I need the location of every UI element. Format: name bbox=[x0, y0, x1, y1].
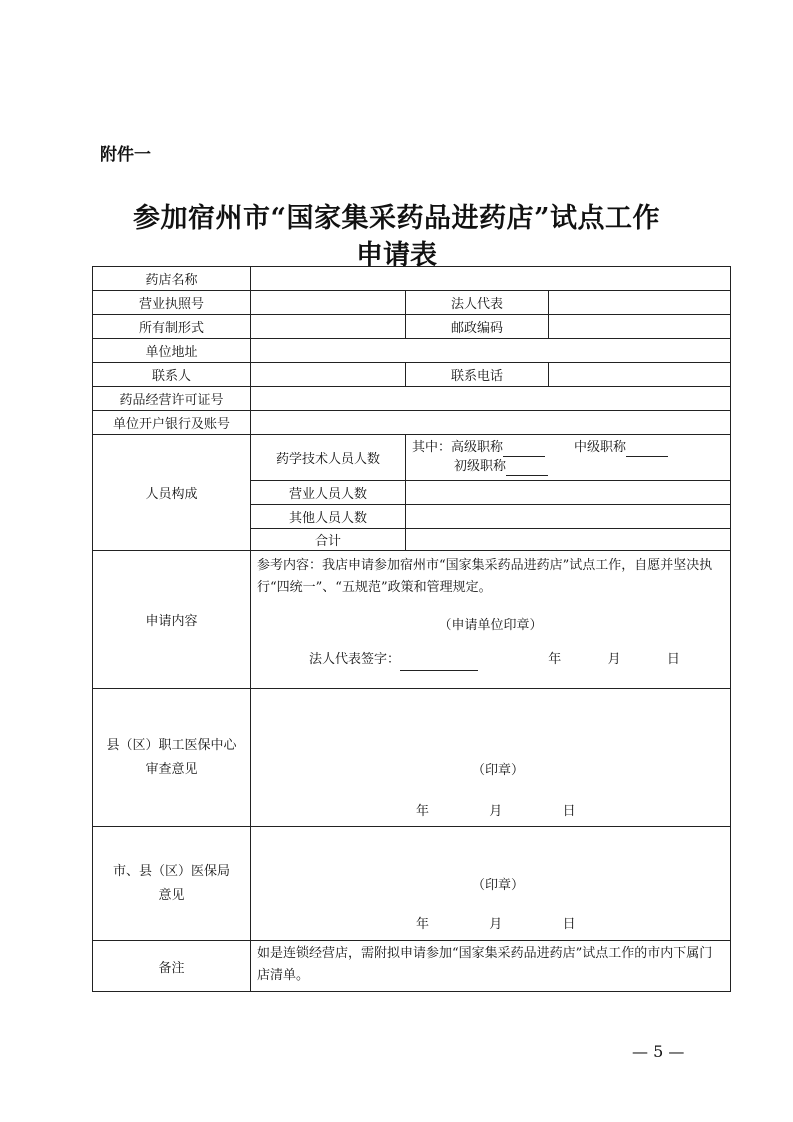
label-address: 单位地址 bbox=[93, 339, 251, 363]
signature-blank[interactable] bbox=[400, 656, 478, 671]
label-senior-title: 其中：高级职称 bbox=[412, 440, 504, 455]
field-title-breakdown[interactable] bbox=[406, 435, 731, 481]
label-sales-staff-count: 营业人员人数 bbox=[251, 481, 406, 505]
label-county-review bbox=[93, 689, 251, 827]
row-staff-pharm-tech bbox=[93, 435, 731, 481]
field-bank-account[interactable] bbox=[251, 411, 731, 435]
label-total: 合计 bbox=[251, 529, 406, 551]
field-postal-code[interactable] bbox=[549, 315, 731, 339]
city-review-seal: （印章） bbox=[472, 878, 525, 893]
row-county-review bbox=[93, 689, 731, 827]
field-business-license[interactable] bbox=[251, 291, 406, 315]
county-review-year: 年 bbox=[416, 804, 430, 819]
row-remarks bbox=[93, 941, 731, 992]
field-drug-license[interactable] bbox=[251, 387, 731, 411]
county-review-month: 月 bbox=[489, 804, 503, 819]
row-address bbox=[93, 339, 731, 363]
row-bank-account bbox=[93, 411, 731, 435]
field-city-review[interactable] bbox=[251, 827, 731, 941]
field-sales-staff-count[interactable] bbox=[406, 481, 731, 505]
row-city-review bbox=[93, 827, 731, 941]
label-mid-title: 中级职称 bbox=[573, 440, 626, 455]
field-county-review[interactable] bbox=[251, 689, 731, 827]
label-contact: 联系人 bbox=[93, 363, 251, 387]
field-contact-phone[interactable] bbox=[549, 363, 731, 387]
label-application-content: 申请内容 bbox=[93, 551, 251, 689]
city-review-year: 年 bbox=[416, 917, 430, 932]
city-review-day: 日 bbox=[562, 917, 576, 932]
row-pharmacy-name bbox=[93, 267, 731, 291]
form-title-line2: 申请表 bbox=[356, 240, 437, 271]
page-number: — 5 — bbox=[632, 1042, 685, 1061]
field-total[interactable] bbox=[406, 529, 731, 551]
application-year: 年 bbox=[548, 652, 562, 667]
field-contact[interactable] bbox=[251, 363, 406, 387]
field-address[interactable] bbox=[251, 339, 731, 363]
label-pharmacy-name: 药店名称 bbox=[93, 267, 251, 291]
application-month: 月 bbox=[607, 652, 621, 667]
row-business-license bbox=[93, 291, 731, 315]
application-day: 日 bbox=[666, 652, 680, 667]
application-seal: （申请单位印章） bbox=[438, 618, 543, 633]
label-contact-phone: 联系电话 bbox=[406, 363, 549, 387]
label-remarks: 备注 bbox=[93, 941, 251, 992]
county-review-label-line1: 县（区）职工医保中心 bbox=[106, 737, 237, 753]
attachment-label: 附件一 bbox=[100, 145, 151, 165]
row-application bbox=[93, 551, 731, 689]
county-review-seal: （印章） bbox=[472, 763, 525, 778]
field-legal-rep[interactable] bbox=[549, 291, 731, 315]
city-review-label-line2: 意见 bbox=[158, 887, 185, 903]
city-review-month: 月 bbox=[489, 917, 503, 932]
label-city-review bbox=[93, 827, 251, 941]
row-ownership bbox=[93, 315, 731, 339]
label-drug-license: 药品经营许可证号 bbox=[93, 387, 251, 411]
label-bank-account: 单位开户银行及账号 bbox=[93, 411, 251, 435]
label-legal-rep: 法人代表 bbox=[406, 291, 549, 315]
city-review-label-line1: 市、县（区）医保局 bbox=[112, 863, 230, 879]
label-ownership: 所有制形式 bbox=[93, 315, 251, 339]
city-review-date bbox=[255, 913, 726, 932]
field-remarks: 如是连锁经营店，需附拟申请参加“国家集采药品进药店”试点工作的市内下属门店清单。 bbox=[251, 941, 731, 992]
field-application-content[interactable] bbox=[251, 551, 731, 689]
application-form-table bbox=[92, 266, 731, 992]
county-review-day: 日 bbox=[562, 804, 576, 819]
label-staff-composition: 人员构成 bbox=[93, 435, 251, 551]
row-drug-license bbox=[93, 387, 731, 411]
label-other-staff-count: 其他人员人数 bbox=[251, 505, 406, 529]
label-business-license: 营业执照号 bbox=[93, 291, 251, 315]
blank-junior-title[interactable] bbox=[506, 461, 548, 476]
field-pharmacy-name[interactable] bbox=[251, 267, 731, 291]
field-other-staff-count[interactable] bbox=[406, 505, 731, 529]
row-contact bbox=[93, 363, 731, 387]
application-text: 参考内容：我店申请参加宿州市“国家集采药品进药店”试点工作，自愿并坚决执行“四统一”、“五规范”政策和管理规定。 bbox=[257, 558, 713, 595]
label-junior-title: 初级职称 bbox=[454, 459, 507, 474]
signature-label: 法人代表签字： bbox=[309, 652, 401, 667]
label-pharm-tech-count: 药学技术人员人数 bbox=[251, 435, 406, 481]
application-signature-line bbox=[257, 649, 724, 671]
form-title-line1: 参加宿州市“国家集采药品进药店”试点工作 bbox=[132, 203, 661, 234]
county-review-date bbox=[255, 800, 726, 819]
field-ownership[interactable] bbox=[251, 315, 406, 339]
county-review-label-line2: 审查意见 bbox=[145, 761, 198, 777]
blank-mid-title[interactable] bbox=[626, 442, 668, 457]
blank-senior-title[interactable] bbox=[503, 442, 545, 457]
label-postal-code: 邮政编码 bbox=[406, 315, 549, 339]
